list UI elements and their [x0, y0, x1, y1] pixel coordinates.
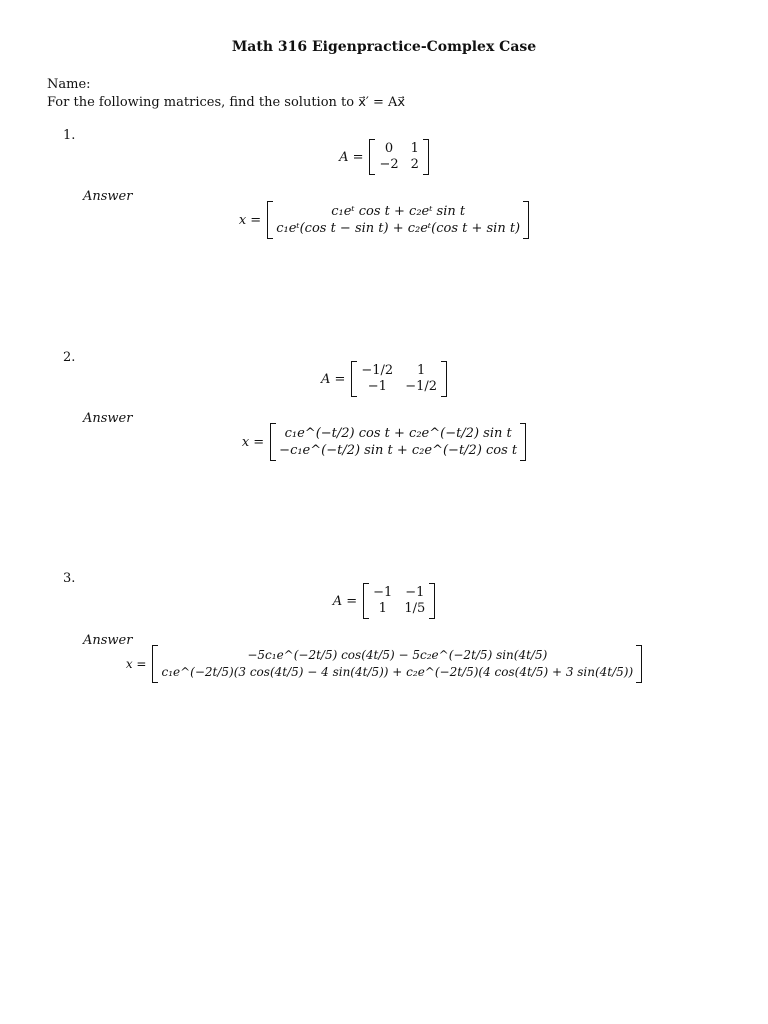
name-label: Name: [47, 77, 91, 92]
matrix-cell: 2 [410, 157, 419, 172]
matrix-cell: −1 [373, 585, 393, 600]
solution-lhs: x = [241, 434, 265, 450]
matrix-cell: 1 [416, 363, 426, 378]
matrix-lhs: A = [320, 371, 346, 387]
solution-lhs: x = [238, 212, 262, 228]
matrix-bracket [351, 361, 447, 397]
instructions: For the following matrices, find the solution to x⃗′ = Ax⃗ [47, 95, 406, 110]
matrix-cell: 1 [410, 141, 419, 156]
matrix-cell: −1 [405, 585, 425, 600]
matrix-lhs: A = [339, 149, 364, 165]
problem-2-number: 2. [63, 350, 76, 365]
answer-label-3: Answer [83, 633, 133, 648]
matrix-cell: −2 [379, 157, 399, 172]
solution-vector [152, 645, 642, 683]
matrix-cell: 1/5 [404, 601, 426, 616]
problem-3-number: 3. [63, 571, 76, 586]
matrix-lhs: A = [332, 593, 358, 609]
solution-vector [270, 423, 526, 461]
problem-1-number: 1. [63, 128, 76, 143]
solution-row: −5c₁e^(−2t/5) cos(4t/5) − 5c₂e^(−2t/5) sin(4t/5) [247, 648, 548, 662]
matrix-bracket [369, 139, 428, 175]
problem-1-solution [0, 201, 768, 239]
solution-row: c₁e^(−2t/5)(3 cos(4t/5) − 4 sin(4t/5)) + c₂e^(−2t/5)(4 cos(4t/5) + 3 sin(4t/5)) [161, 665, 634, 679]
answer-label-1: Answer [83, 189, 133, 204]
solution-vector [267, 201, 529, 239]
solution-row: −c₁e^(−t/2) sin t + c₂e^(−t/2) cos t [279, 443, 518, 458]
matrix-cell: −1/2 [361, 363, 394, 378]
page-title: Math 316 Eigenpractice-Complex Case [231, 39, 537, 55]
matrix-cell: −1/2 [405, 379, 438, 394]
problem-2-matrix [0, 361, 768, 397]
problem-3-solution [0, 645, 768, 683]
solution-row: c₁eᵗ(cos t − sin t) + c₂eᵗ(cos t + sin t) [276, 221, 521, 236]
problem-2-solution [0, 423, 768, 461]
matrix-cell: 0 [384, 141, 394, 156]
problem-1-matrix [0, 139, 768, 175]
matrix-bracket [363, 583, 435, 619]
answer-label-2: Answer [83, 411, 133, 426]
matrix-cell: −1 [367, 379, 387, 394]
matrix-cell: 1 [378, 601, 387, 616]
solution-row: c₁e^(−t/2) cos t + c₂e^(−t/2) sin t [284, 426, 512, 441]
problem-3-matrix [0, 583, 768, 619]
solution-row: c₁eᵗ cos t + c₂eᵗ sin t [331, 204, 466, 219]
solution-lhs: x = [125, 657, 147, 671]
